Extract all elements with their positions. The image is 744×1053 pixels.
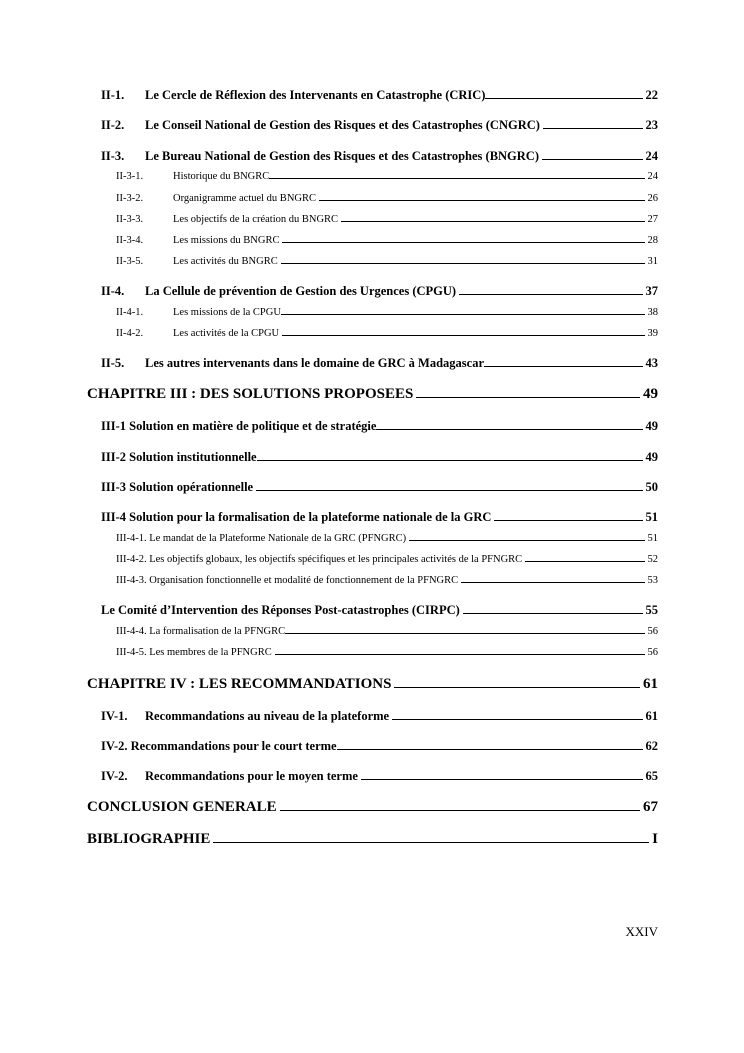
toc-entry[interactable] — [116, 307, 658, 318]
dot-leader — [285, 633, 644, 634]
toc-entry[interactable] — [116, 647, 658, 658]
dot-leader — [525, 561, 644, 562]
dot-leader — [484, 366, 642, 367]
dot-leader — [256, 490, 642, 491]
toc-entry[interactable] — [116, 214, 658, 225]
dot-leader — [459, 294, 642, 295]
toc-entry[interactable] — [116, 533, 658, 544]
toc-entry-title: IV-2. Recommandations pour le court terme — [101, 739, 337, 753]
toc-entry-title: Organigramme actuel du BNGRC — [173, 193, 316, 204]
toc-entry[interactable] — [101, 603, 658, 618]
toc-entry-page: 39 — [647, 328, 658, 339]
toc-entry-title: Recommandations au niveau de la plateforme — [145, 709, 390, 723]
toc-entry-page: 49 — [645, 450, 658, 464]
toc-entry-title: Le Comité d’Intervention des Réponses Post-catastrophes (CIRPC) — [101, 603, 460, 617]
toc-entry-page: 49 — [645, 419, 658, 433]
toc-entry-page: 56 — [647, 647, 658, 658]
toc-chapter[interactable] — [87, 831, 658, 848]
toc-entry[interactable] — [101, 88, 658, 103]
toc-entry[interactable] — [116, 193, 658, 204]
toc-entry-title: BIBLIOGRAPHIE — [87, 831, 211, 847]
toc-entry-page: 38 — [647, 307, 658, 318]
toc-entry-number: II-5. — [101, 356, 125, 370]
dot-leader — [269, 178, 644, 179]
toc-entry-title: III-1 Solution en matière de politique et de stratégie — [101, 419, 377, 433]
toc-entry-page: 23 — [645, 118, 658, 132]
page-number: XXIV — [625, 924, 658, 939]
toc-entry-number: IV-2. — [101, 769, 128, 783]
toc-entry-number: II-3-1. — [116, 171, 144, 182]
toc-entry-page: 22 — [645, 88, 658, 102]
toc-entry-title: III-4-5. Les membres de la PFNGRC — [116, 647, 272, 658]
dot-leader — [416, 397, 640, 398]
dot-leader — [461, 582, 644, 583]
toc-entry-number: II-3. — [101, 149, 125, 163]
toc-entry-title: Les activités du BNGRC — [173, 256, 278, 267]
toc-entry-page: 49 — [643, 386, 658, 402]
toc-entry[interactable] — [101, 356, 658, 371]
dot-leader — [494, 520, 642, 521]
toc-entry-title: CONCLUSION GENERALE — [87, 799, 277, 815]
toc-entry-page: 61 — [643, 676, 658, 692]
toc-entry-title: III-3 Solution opérationnelle — [101, 480, 254, 494]
toc-entry-title: III-4-3. Organisation fonctionnelle et modalité de fonctionnement de la PFNGRC — [116, 575, 459, 586]
toc-entry[interactable] — [101, 709, 658, 724]
toc-entry[interactable] — [116, 235, 658, 246]
toc-entry[interactable] — [116, 554, 658, 565]
toc-entry-page: 31 — [647, 256, 658, 267]
toc-entry-number: II-3-4. — [116, 235, 144, 246]
dot-leader — [282, 242, 644, 243]
toc-entry[interactable] — [116, 328, 658, 339]
dot-leader — [319, 200, 645, 201]
dot-leader — [392, 719, 642, 720]
toc-entry-number: II-1. — [101, 88, 125, 102]
toc-entry[interactable] — [101, 118, 658, 133]
toc-entry[interactable] — [101, 149, 658, 164]
toc-entry[interactable] — [101, 739, 658, 754]
toc-entry-title: Historique du BNGRC — [173, 171, 270, 182]
dot-leader — [543, 128, 643, 129]
toc-entry[interactable] — [116, 575, 658, 586]
toc-chapter[interactable] — [87, 799, 658, 816]
toc-entry-page: 51 — [645, 510, 658, 524]
dot-leader — [542, 159, 642, 160]
toc-entry[interactable] — [116, 626, 658, 637]
dot-leader — [485, 98, 642, 99]
toc-entry-title: III-4 Solution pour la formalisation de la plateforme nationale de la GRC — [101, 510, 492, 524]
dot-leader — [337, 749, 643, 750]
toc-entry-page: 37 — [645, 284, 658, 298]
toc-entry-title: Les activités de la CPGU — [173, 328, 280, 339]
toc-entry-page: 53 — [647, 575, 658, 586]
toc-entry[interactable] — [116, 256, 658, 267]
toc-entry-number: II-4-1. — [116, 307, 144, 318]
toc-entry[interactable] — [116, 171, 658, 182]
toc-entry-number: II-3-2. — [116, 193, 144, 204]
dot-leader — [376, 429, 642, 430]
dot-leader — [282, 335, 644, 336]
toc-chapter[interactable] — [87, 676, 658, 693]
toc-entry-title: CHAPITRE III : DES SOLUTIONS PROPOSEES — [87, 386, 414, 402]
toc-entry-page: I — [652, 831, 658, 847]
toc-entry-title: III-2 Solution institutionnelle — [101, 450, 257, 464]
toc-entry-number: IV-1. — [101, 709, 128, 723]
toc-entry-page: 43 — [645, 356, 658, 370]
toc-entry-number: II-4. — [101, 284, 125, 298]
toc-entry-page: 27 — [647, 214, 658, 225]
toc-entry-page: 62 — [645, 739, 658, 753]
toc-entry-page: 24 — [645, 149, 658, 163]
toc-entry-number: II-3-3. — [116, 214, 144, 225]
toc-entry[interactable] — [101, 480, 658, 495]
toc-entry-title: La Cellule de prévention de Gestion des Urgences (CPGU) — [145, 284, 457, 298]
toc-entry[interactable] — [101, 450, 658, 465]
toc-entry-title: III-4-2. Les objectifs globaux, les objectifs spécifiques et les principales activités de la PFNGRC — [116, 554, 523, 565]
toc-entry-page: 28 — [647, 235, 658, 246]
toc-entry-page: 52 — [647, 554, 658, 565]
toc-chapter[interactable] — [87, 386, 658, 403]
toc-entry-title: III-4-4. La formalisation de la PFNGRC — [116, 626, 286, 637]
toc-entry-title: Le Cercle de Réflexion des Intervenants en Catastrophe (CRIC) — [145, 88, 486, 102]
dot-leader — [213, 842, 649, 843]
toc-entry-number: II-3-5. — [116, 256, 144, 267]
dot-leader — [341, 221, 644, 222]
toc-entry-title: CHAPITRE IV : LES RECOMMANDATIONS — [87, 676, 392, 692]
toc-entry[interactable] — [101, 284, 658, 299]
toc-entry-number: II-4-2. — [116, 328, 144, 339]
dot-leader — [361, 779, 643, 780]
dot-leader — [409, 540, 644, 541]
toc-entry-title: Recommandations pour le moyen terme — [145, 769, 358, 783]
toc-entry-number: II-2. — [101, 118, 125, 132]
toc-entry-title: Le Conseil National de Gestion des Risques et des Catastrophes (CNGRC) — [145, 118, 540, 132]
dot-leader — [281, 263, 645, 264]
toc-entry-title: Les missions du BNGRC — [173, 235, 280, 246]
dot-leader — [394, 687, 640, 688]
toc-entry-page: 24 — [647, 171, 658, 182]
toc-entry-page: 50 — [645, 480, 658, 494]
toc-entry-page: 55 — [645, 603, 658, 617]
toc-entry-page: 26 — [647, 193, 658, 204]
toc-entry-title: III-4-1. Le mandat de la Plateforme Nationale de la GRC (PFNGRC) — [116, 533, 407, 544]
toc-entry[interactable] — [101, 419, 658, 434]
toc-entry-title: Les autres intervenants dans le domaine de GRC à Madagascar — [145, 356, 485, 370]
dot-leader — [280, 810, 640, 811]
toc-entry-page: 67 — [643, 799, 658, 815]
toc-entry[interactable] — [101, 769, 658, 784]
toc-entry-page: 65 — [645, 769, 658, 783]
toc-entry-title: Le Bureau National de Gestion des Risques et des Catastrophes (BNGRC) — [145, 149, 540, 163]
toc-entry-page: 61 — [645, 709, 658, 723]
dot-leader — [281, 314, 645, 315]
dot-leader — [275, 654, 645, 655]
toc-entry[interactable] — [101, 510, 658, 525]
toc-entry-title: Les objectifs de la création du BNGRC — [173, 214, 339, 225]
dot-leader — [463, 613, 643, 614]
toc-entry-page: 56 — [647, 626, 658, 637]
dot-leader — [257, 460, 643, 461]
toc-entry-title: Les missions de la CPGU — [173, 307, 281, 318]
toc-entry-page: 51 — [647, 533, 658, 544]
